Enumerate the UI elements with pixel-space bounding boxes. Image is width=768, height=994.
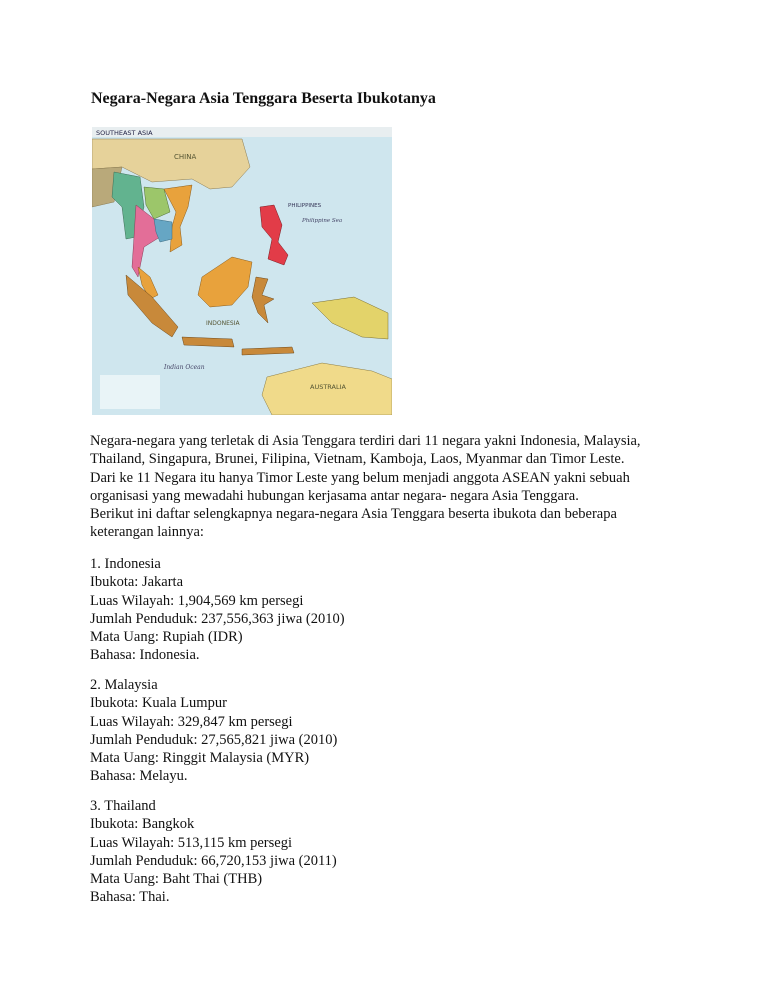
map-header: SOUTHEAST ASIA bbox=[96, 129, 153, 137]
country-population: Jumlah Penduduk: 237,556,363 jiwa (2010) bbox=[90, 610, 345, 627]
country-language: Bahasa: Indonesia. bbox=[90, 647, 200, 664]
country-currency: Mata Uang: Baht Thai (THB) bbox=[90, 871, 263, 888]
country-currency: Mata Uang: Ringgit Malaysia (MYR) bbox=[90, 750, 310, 767]
country-area: Luas Wilayah: 329,847 km persegi bbox=[90, 713, 293, 730]
country-name: 1. Indonesia bbox=[90, 556, 161, 572]
map-label-philippine-sea: Philippine Sea bbox=[302, 218, 343, 224]
country-area: Luas Wilayah: 513,115 km persegi bbox=[90, 834, 292, 851]
intro-line: Berikut ini daftar selengkapnya negara-negara Asia Tenggara beserta ibukota dan beberapa bbox=[90, 506, 617, 523]
map-label-indian-ocean: Indian Ocean bbox=[164, 364, 205, 371]
country-population: Jumlah Penduduk: 66,720,153 jiwa (2011) bbox=[90, 852, 337, 869]
country-language: Bahasa: Melayu. bbox=[90, 768, 188, 785]
intro-line: keterangan lainnya: bbox=[90, 524, 204, 541]
country-entry-thailand bbox=[90, 797, 337, 907]
country-currency: Mata Uang: Rupiah (IDR) bbox=[90, 629, 243, 646]
map-label-indonesia: INDONESIA bbox=[206, 320, 240, 327]
country-name: 3. Thailand bbox=[90, 798, 156, 814]
country-entry-indonesia bbox=[90, 555, 345, 665]
country-capital: Ibukota: Jakarta bbox=[90, 574, 184, 591]
country-area: Luas Wilayah: 1,904,569 km persegi bbox=[90, 592, 304, 609]
country-capital: Ibukota: Kuala Lumpur bbox=[90, 695, 227, 712]
map-label-china: CHINA bbox=[174, 153, 197, 161]
country-language: Bahasa: Thai. bbox=[90, 889, 170, 906]
country-population: Jumlah Penduduk: 27,565,821 jiwa (2010) bbox=[90, 731, 338, 748]
country-name: 2. Malaysia bbox=[90, 677, 158, 693]
intro-line: Negara-negara yang terletak di Asia Tenggara terdiri dari 11 negara yakni Indonesia, Malaysia, bbox=[90, 433, 641, 449]
intro-paragraph bbox=[90, 432, 690, 542]
document-title: Negara-Negara Asia Tenggara Beserta Ibukotanya bbox=[91, 90, 436, 107]
map-label-philippines: PHILIPPINES bbox=[288, 203, 322, 209]
country-entry-malaysia bbox=[90, 676, 337, 786]
southeast-asia-map bbox=[92, 127, 392, 415]
map-label-australia: AUSTRALIA bbox=[310, 383, 346, 391]
country-capital: Ibukota: Bangkok bbox=[90, 816, 195, 833]
intro-line: Dari ke 11 Negara itu hanya Timor Leste yang belum menjadi anggota ASEAN yakni sebuah bbox=[90, 469, 630, 486]
intro-line: Thailand, Singapura, Brunei, Filipina, Vietnam, Kamboja, Laos, Myanmar dan Timor Leste. bbox=[90, 451, 625, 468]
intro-line: organisasi yang mewadahi hubungan kerjasama antar negara- negara Asia Tenggara. bbox=[90, 487, 579, 504]
